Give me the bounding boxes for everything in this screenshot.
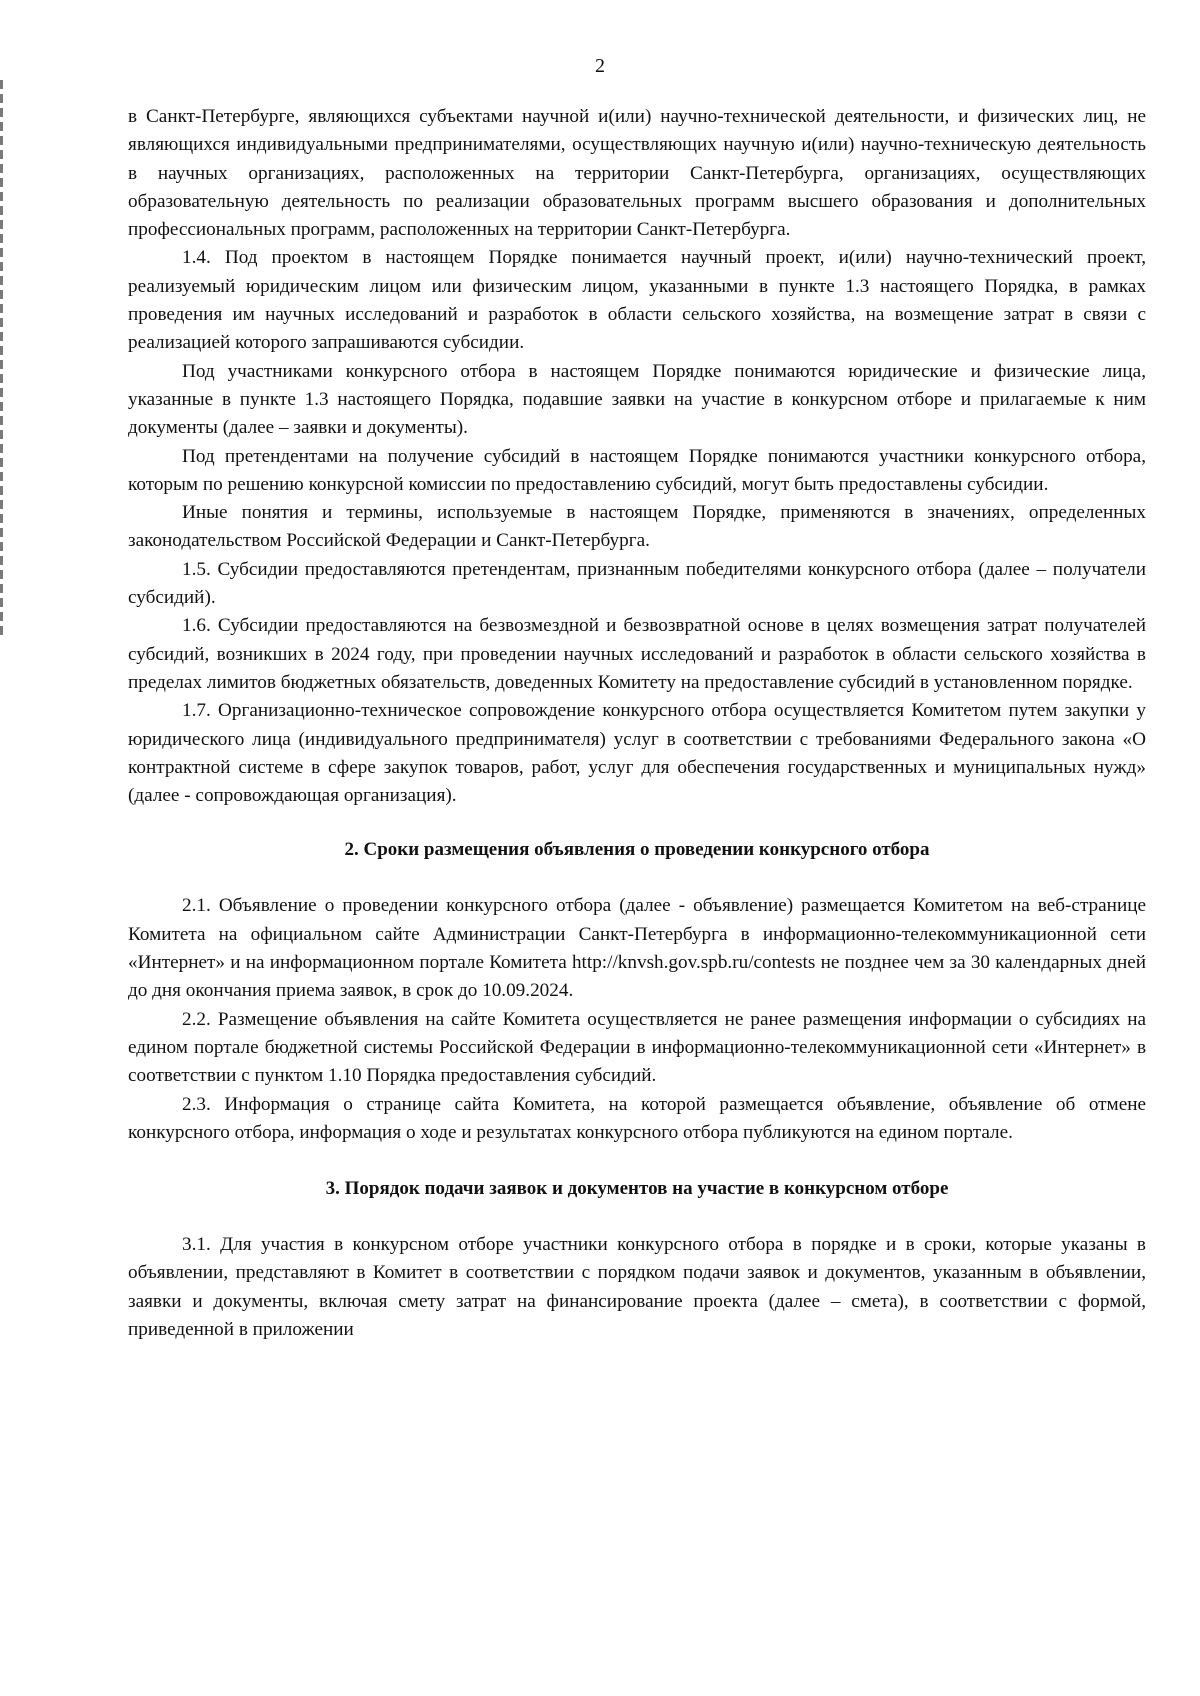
- paragraph-other-terms: Иные понятия и термины, используемые в настоящем Порядке, применяются в значениях, определенных законодательством Российской Федерации и Санкт-Петербурга.: [128, 502, 1146, 552]
- paragraph-intro-continuation: в Санкт-Петербурге, являющихся субъектами научной и(или) научно-технической деятельности, и физических лиц, не являющихся индивидуальными предпринимателями, осуществляющих научную и(или) научно-техническую деятельность в научных организациях, расположенных на территории Санкт-Петербурга, организациях, осуществляющих образовательную деятельность по реализации образовательных программ высшего образования и дополнительных профессиональных программ, расположенных на территории Санкт-Петербурга.: [128, 106, 1146, 241]
- paragraph-2-3: 2.3. Информация о странице сайта Комитета, на которой размещается объявление, объявление об отмене конкурсного отбора, информация о ходе и результатах конкурсного отбора публикуются на едином портале.: [128, 1093, 1146, 1143]
- paragraph-1-5: 1.5. Субсидии предоставляются претендентам, признанным победителями конкурсного отбора (далее – получатели субсидий).: [128, 558, 1146, 609]
- paragraph-1-6: 1.6. Субсидии предоставляются на безвозмездной и безвозвратной основе в целях возмещения затрат получателей субсидий, возникших в 2024 году, при проведении научных исследований и разработок в области сельского хозяйства в пределах лимитов бюджетных обязательств, доведенных Комитету на предоставление субсидий в установленном порядке.: [128, 615, 1146, 693]
- paragraph-2-2: 2.2. Размещение объявления на сайте Комитета осуществляется не ранее размещения информации о субсидиях на едином портале бюджетной системы Российской Федерации в информационно-телекоммуникационной сети «Интернет» в соответствии с пунктом 1.10 Порядка предоставления субсидий.: [128, 1008, 1146, 1087]
- scan-edge-marks: [0, 80, 3, 640]
- paragraph-3-1: 3.1. Для участия в конкурсном отборе участники конкурсного отбора в порядке и в сроки, которые указаны в объявлении, представляют в Комитет в соответствии с порядком подачи заявок и документов, указанным в объявлении, заявки и документы, включая смету затрат на финансирование проекта (далее – смета), в соответствии с формой, приведенной в приложении: [128, 1234, 1146, 1340]
- paragraph-1-4: 1.4. Под проектом в настоящем Порядке понимается научный проект, и(или) научно-технический проект, реализуемый юридическим лицом или физическим лицом, указанными в пункте 1.3 настоящего Порядка, в рамках проведения им научных исследований и разработок в области сельского хозяйства, на возмещение затрат в связи с реализацией которого запрашиваются субсидии.: [128, 247, 1146, 354]
- paragraph-1-7: 1.7. Организационно-техническое сопровождение конкурсного отбора осуществляется Комитетом путем закупки у юридического лица (индивидуального предпринимателя) услуг в соответствии с требованиями Федерального закона «О контрактной системе в сфере закупок товаров, работ, услуг для обеспечения государственных и муниципальных нужд» (далее - сопровождающая организация).: [128, 700, 1146, 807]
- paragraph-2-1: 2.1. Объявление о проведении конкурсного отбора (далее - объявление) размещается Комитетом на веб-странице Комитета на официальном сайте Администрации Санкт-Петербурга в информационно-телекоммуникационной сети «Интернет» и на информационном портале Комитета http://knvsh.gov.spb.ru/contests не позднее чем за 30 календарных дней до дня окончания приема заявок, в срок до 10.09.2024.: [128, 895, 1146, 1002]
- document-body: [128, 103, 1146, 1344]
- section-2-heading: 2. Сроки размещения объявления о проведении конкурсного отбора: [344, 839, 930, 861]
- paragraph-participants: Под участниками конкурсного отбора в настоящем Порядке понимаются юридические и физические лица, указанные в пункте 1.3 настоящего Порядка, подавшие заявки на участие в конкурсном отборе и прилагаемые к ним документы (далее – заявки и документы).: [128, 360, 1146, 439]
- section-3-heading: 3. Порядок подачи заявок и документов на участие в конкурсном отборе: [325, 1178, 949, 1200]
- paragraph-applicants: Под претендентами на получение субсидий в настоящем Порядке понимаются участники конкурсного отбора, которым по решению конкурсной комиссии по предоставлению субсидий, могут быть предоставлены субсидии.: [128, 445, 1146, 495]
- page-number: 2: [595, 55, 605, 77]
